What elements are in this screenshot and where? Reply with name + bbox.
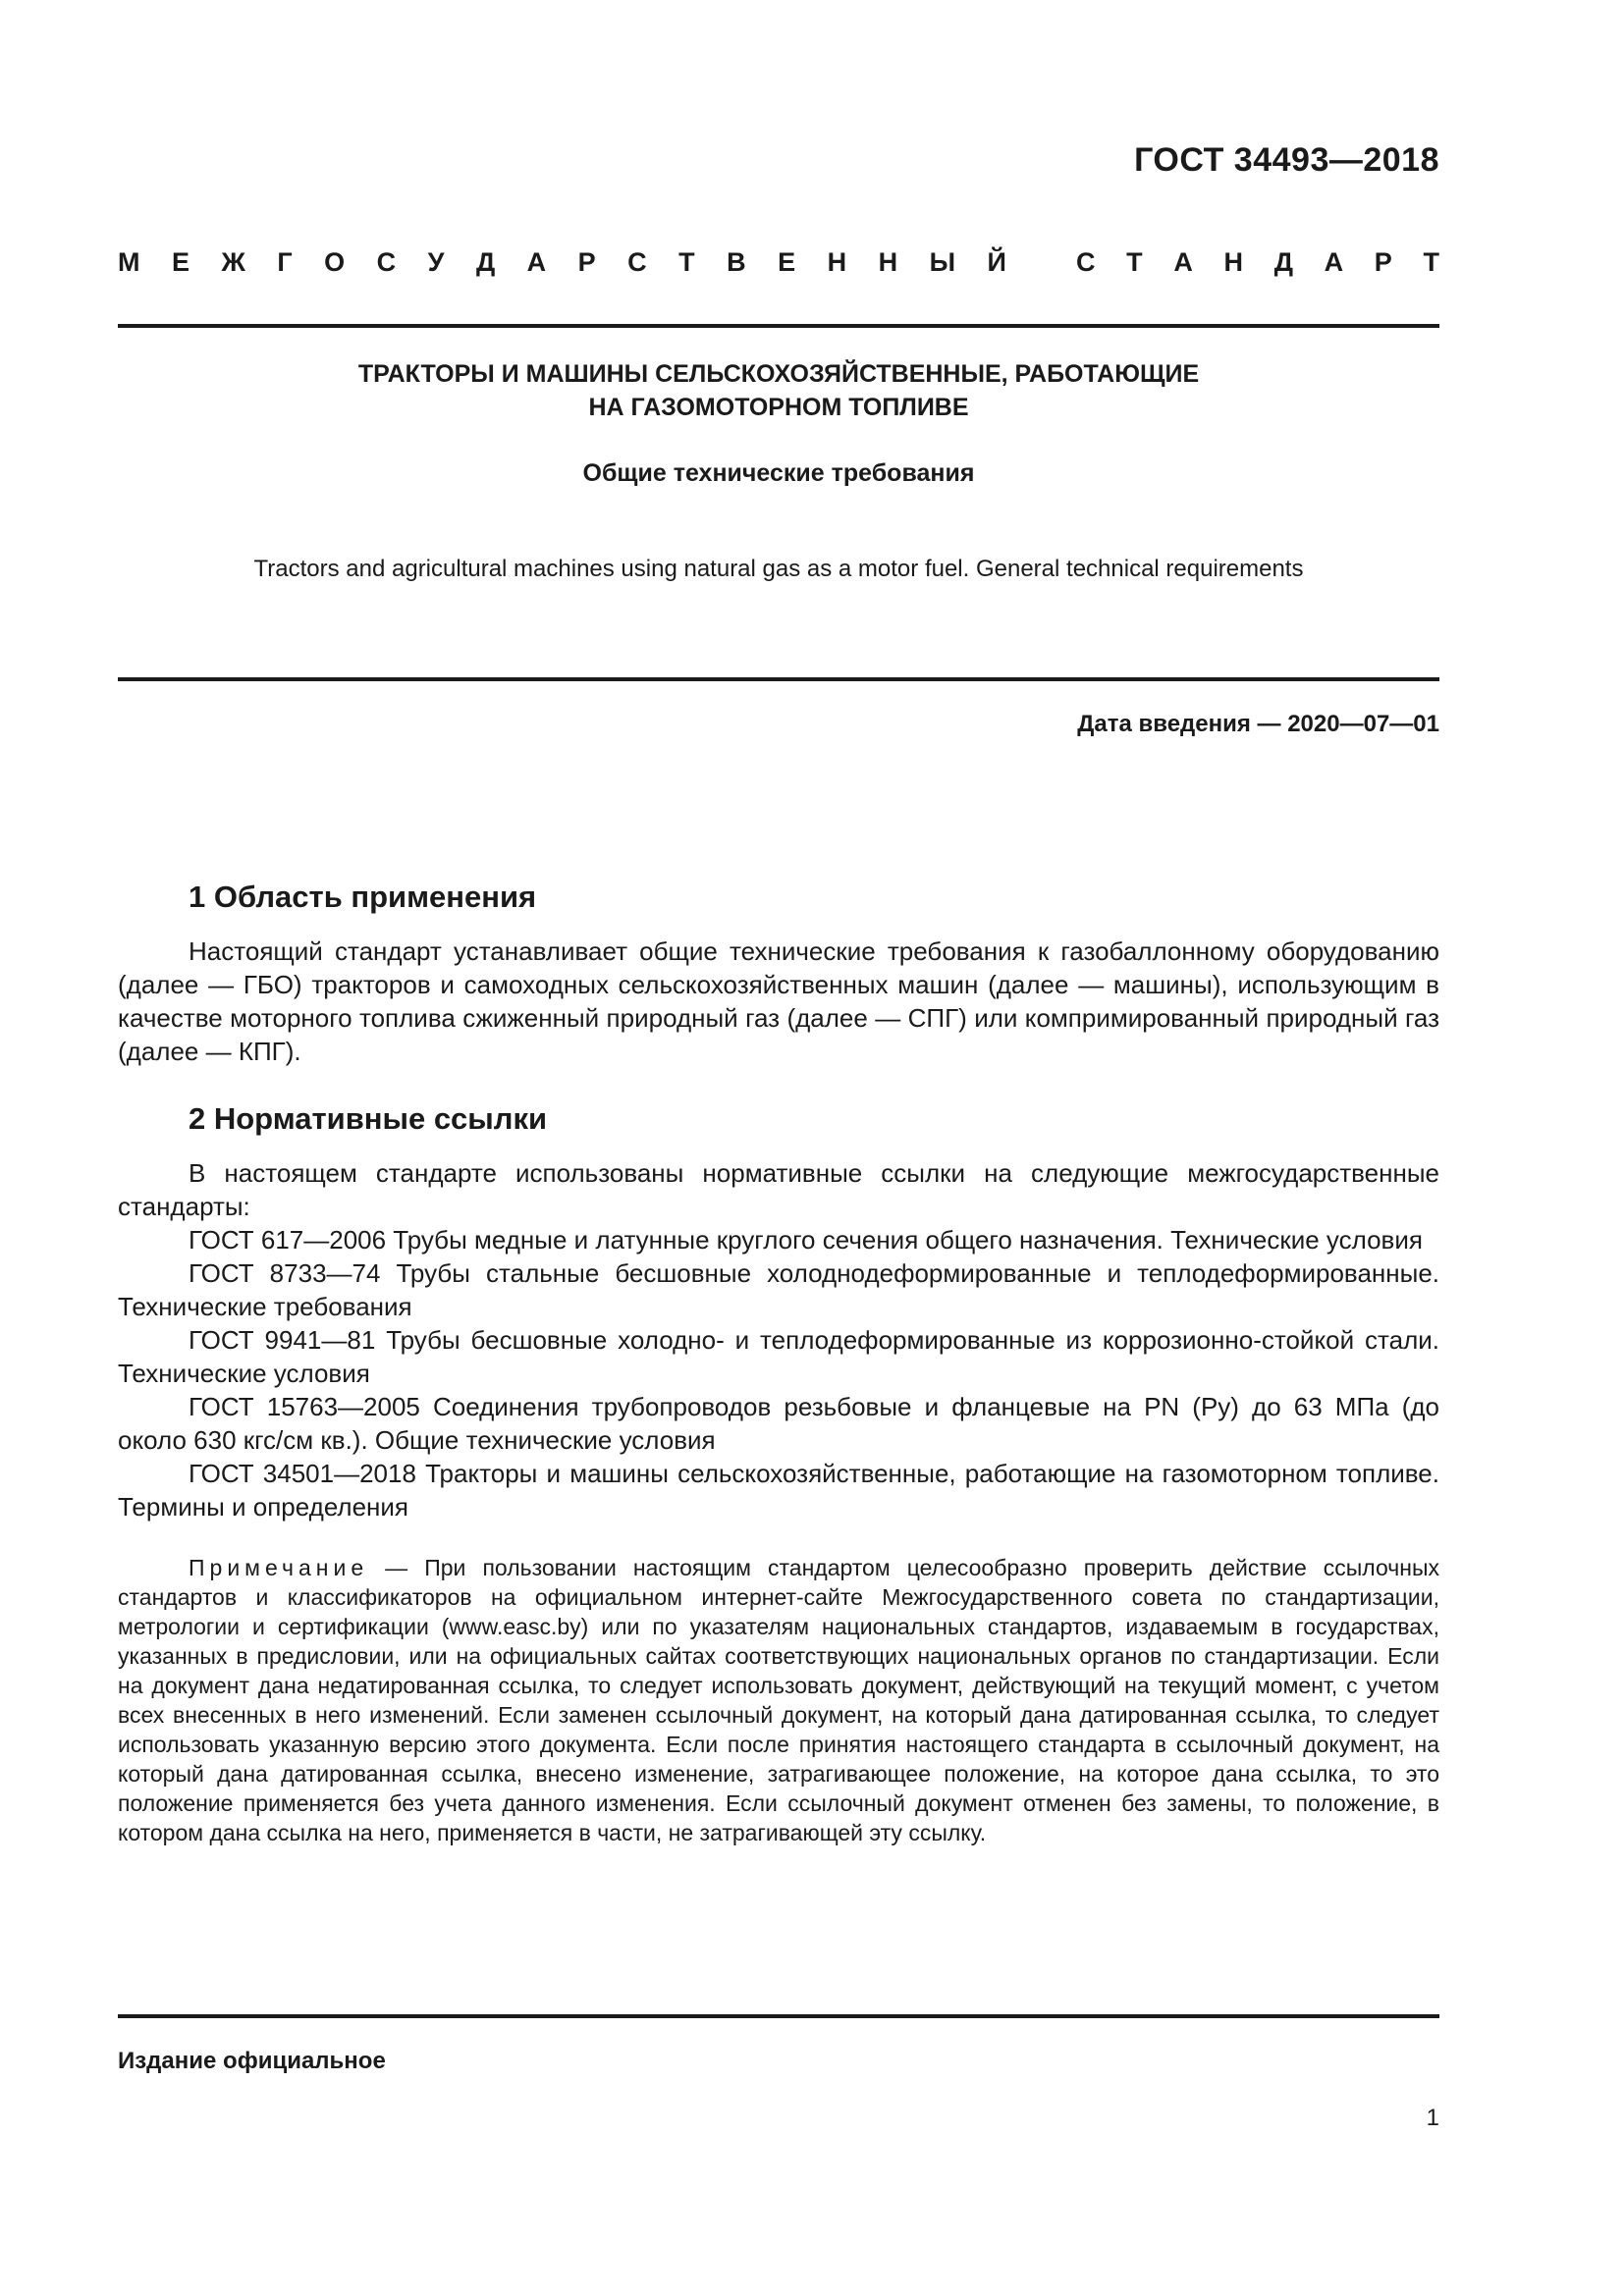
header-letter: Т bbox=[678, 247, 695, 277]
header-letter: Р bbox=[577, 247, 596, 277]
header-letter: В bbox=[727, 247, 746, 277]
header-letter: С bbox=[1076, 247, 1096, 277]
header-word-standard bbox=[1076, 247, 1439, 278]
document-title-ru bbox=[118, 357, 1439, 424]
document-title-en: Tractors and agricultural machines using natural gas as a motor fuel. General technical requirements bbox=[253, 556, 1304, 582]
section-2-heading: 2 Нормативные ссылки bbox=[189, 1101, 548, 1136]
header-letter: Т bbox=[1423, 247, 1439, 277]
reference-item: ГОСТ 617—2006 Трубы медные и латунные круглого сечения общего назначения. Технические условия bbox=[189, 1225, 1423, 1255]
header-word-interstate bbox=[118, 247, 1006, 278]
section-1-text: Настоящий стандарт устанавливает общие технические требования к газобаллонному оборудованию (далее — ГБО) тракторов и самоходных сельскохозяйственных машин (далее — машины), использующим в качестве моторного топлива сжиженный природный газ (далее — СПГ) или компримированный природный газ (далее — КПГ). bbox=[118, 936, 1439, 1066]
page-number: 1 bbox=[1426, 2105, 1439, 2131]
header-letter: Ж bbox=[221, 247, 245, 277]
official-edition-label: Издание официальное bbox=[118, 2048, 386, 2074]
reference-item: ГОСТ 8733—74 Трубы стальные бесшовные холоднодеформированные и теплодеформированные. Технические требования bbox=[118, 1258, 1439, 1321]
header-letter: Д bbox=[475, 247, 496, 277]
references-intro: В настоящем стандарте использованы нормативные ссылки на следующие межгосударственные стандарты: bbox=[118, 1158, 1439, 1221]
document-subtitle-ru: Общие технические требования bbox=[582, 459, 975, 487]
header-letter: Р bbox=[1374, 247, 1392, 277]
document-body bbox=[118, 874, 1439, 1847]
reference-item: ГОСТ 34501—2018 Тракторы и машины сельскохозяйственные, работающие на газомоторном топливе. Термины и определения bbox=[118, 1459, 1439, 1522]
normative-references bbox=[118, 1156, 1439, 1523]
header-letter: О bbox=[324, 247, 346, 277]
header-divider bbox=[118, 324, 1439, 328]
header-letter: Н bbox=[878, 247, 898, 277]
standard-kind-header bbox=[118, 247, 1439, 278]
reference-item: ГОСТ 15763—2005 Соединения трубопроводов резьбовые и фланцевые на PN (Ру) до 63 МПа (до около 630 кгс/см кв.). Общие технические условия bbox=[118, 1392, 1439, 1455]
header-letter: А bbox=[1324, 247, 1344, 277]
standard-number: ГОСТ 34493—2018 bbox=[1134, 141, 1439, 179]
header-letter: У bbox=[427, 247, 445, 277]
header-letter: Г bbox=[277, 247, 293, 277]
header-letter: М bbox=[118, 247, 140, 277]
note-text: — При пользовании настоящим стандартом целесообразно проверить действие ссылочных стандартов и классификаторов на официальном интернет-сайте Межгосударственного совета по стандартизации, метрологии и сертификации (www.easc.by) или по указателям национальных стандартов, издаваемым в государствах, указанных в предисловии, или на официальных сайтах соответствующих национальных органов по стандартизации. Если на документ дана недатированная ссылка, то следует использовать документ, действующий на текущий момент, с учетом всех внесенных в него изменений. Если заменен ссылочный документ, на который дана датированная ссылка, то следует использовать указанную версию этого документа. Если после принятия настоящего стандарта в ссылочный документ, на который дана датированная ссылка, внесено изменение, затрагивающее положение, на которое дана ссылка, то это положение применяется без учета данного изменения. Если ссылочный документ отменен без замены, то положение, в котором дана ссылка на него, применяется в части, не затрагивающей эту ссылку. bbox=[118, 1555, 1439, 1845]
header-letter: С bbox=[376, 247, 397, 277]
header-letter: Н bbox=[827, 247, 847, 277]
footer-divider bbox=[118, 2014, 1439, 2018]
header-letter: С bbox=[627, 247, 647, 277]
header-letter: Т bbox=[1126, 247, 1143, 277]
header-letter: Д bbox=[1273, 247, 1293, 277]
references-note bbox=[118, 1553, 1439, 1847]
header-letter: А bbox=[526, 247, 547, 277]
header-letter: Е bbox=[778, 247, 796, 277]
header-letter: Н bbox=[1223, 247, 1244, 277]
note-label: Примечание bbox=[189, 1555, 369, 1580]
section-1-heading: 1 Область применения bbox=[189, 880, 537, 914]
introduction-date: Дата введения — 2020—07—01 bbox=[1077, 711, 1439, 737]
title-line-1: ТРАКТОРЫ И МАШИНЫ СЕЛЬСКОХОЗЯЙСТВЕННЫЕ, РАБОТАЮЩИЕ bbox=[357, 360, 1200, 388]
header-letter: Й bbox=[987, 247, 1006, 277]
header-letter: А bbox=[1173, 247, 1193, 277]
header-letter: Ы bbox=[929, 247, 956, 277]
reference-item: ГОСТ 9941—81 Трубы бесшовные холодно- и теплодеформированные из коррозионно-стойкой стали. Технические условия bbox=[118, 1325, 1439, 1388]
title-line-2: НА ГАЗОМОТОРНОМ ТОПЛИВЕ bbox=[588, 394, 969, 421]
title-divider bbox=[118, 677, 1439, 681]
header-letter: Е bbox=[171, 247, 189, 277]
